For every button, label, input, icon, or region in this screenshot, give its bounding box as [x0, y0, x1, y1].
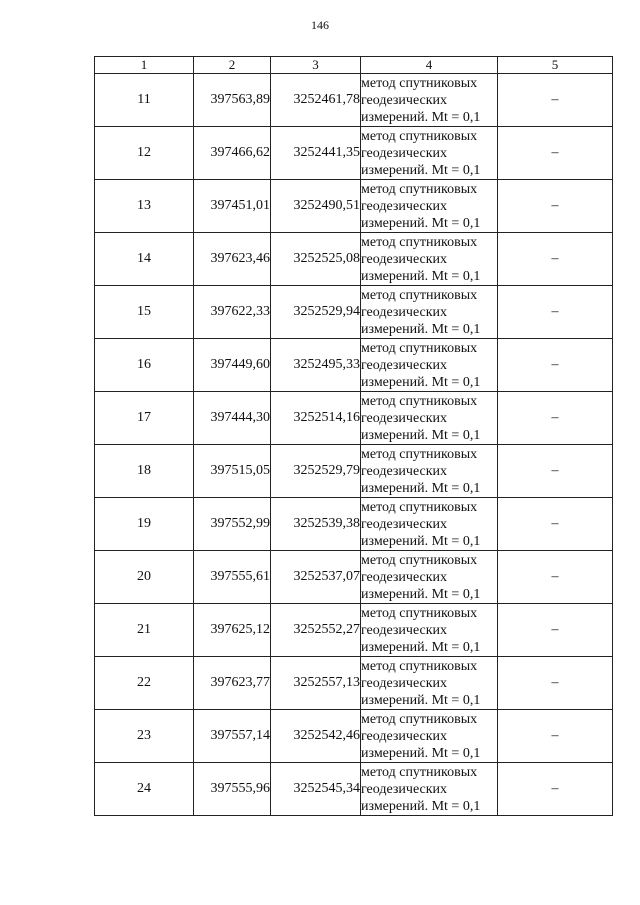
point-number-cell: 24: [95, 763, 194, 816]
table-row: [95, 74, 613, 127]
y-coordinate-cell: 3252441,35: [271, 127, 361, 180]
note-cell: –: [498, 392, 613, 445]
y-coordinate-cell: 3252552,27: [271, 604, 361, 657]
table-row: [95, 339, 613, 392]
method-line: измерений. Mt = 0,1: [361, 480, 481, 496]
table-row: [95, 286, 613, 339]
method-cell: [361, 180, 498, 233]
point-number-cell: 22: [95, 657, 194, 710]
method-line: измерений. Mt = 0,1: [361, 533, 481, 549]
method-cell: [361, 127, 498, 180]
note-cell: –: [498, 763, 613, 816]
x-coordinate-cell: 397515,05: [194, 445, 271, 498]
method-line: метод спутниковых: [361, 446, 478, 462]
method-line: геодезических: [361, 145, 448, 161]
method-cell: [361, 551, 498, 604]
table-row: [95, 233, 613, 286]
method-line: геодезических: [361, 569, 448, 585]
y-coordinate-cell: 3252545,34: [271, 763, 361, 816]
method-line: измерений. Mt = 0,1: [361, 109, 481, 125]
coordinates-table: [94, 56, 613, 816]
y-coordinate-cell: 3252537,07: [271, 551, 361, 604]
method-cell: [361, 604, 498, 657]
note-cell: –: [498, 127, 613, 180]
header-row: [95, 57, 613, 74]
method-line: измерений. Mt = 0,1: [361, 586, 481, 602]
method-line: геодезических: [361, 516, 448, 532]
y-coordinate-cell: 3252461,78: [271, 74, 361, 127]
method-line: геодезических: [361, 198, 448, 214]
method-line: измерений. Mt = 0,1: [361, 321, 481, 337]
note-cell: –: [498, 657, 613, 710]
method-line: геодезических: [361, 92, 448, 108]
method-cell: [361, 233, 498, 286]
point-number-cell: 21: [95, 604, 194, 657]
method-line: метод спутниковых: [361, 605, 478, 621]
note-cell: –: [498, 180, 613, 233]
point-number-cell: 14: [95, 233, 194, 286]
method-cell: [361, 763, 498, 816]
x-coordinate-cell: 397552,99: [194, 498, 271, 551]
method-line: измерений. Mt = 0,1: [361, 745, 481, 761]
y-coordinate-cell: 3252529,79: [271, 445, 361, 498]
y-coordinate-cell: 3252529,94: [271, 286, 361, 339]
note-cell: –: [498, 233, 613, 286]
table-row: [95, 604, 613, 657]
point-number-cell: 19: [95, 498, 194, 551]
point-number-cell: 16: [95, 339, 194, 392]
table-row: [95, 498, 613, 551]
method-line: метод спутниковых: [361, 234, 478, 250]
header-cell-2: 2: [194, 57, 271, 74]
method-line: метод спутниковых: [361, 75, 478, 91]
note-cell: –: [498, 286, 613, 339]
method-line: измерений. Mt = 0,1: [361, 162, 481, 178]
method-cell: [361, 74, 498, 127]
x-coordinate-cell: 397557,14: [194, 710, 271, 763]
point-number-cell: 23: [95, 710, 194, 763]
x-coordinate-cell: 397625,12: [194, 604, 271, 657]
x-coordinate-cell: 397444,30: [194, 392, 271, 445]
y-coordinate-cell: 3252557,13: [271, 657, 361, 710]
table-row: [95, 180, 613, 233]
table-row: [95, 445, 613, 498]
y-coordinate-cell: 3252542,46: [271, 710, 361, 763]
header-cell-3: 3: [271, 57, 361, 74]
point-number-cell: 17: [95, 392, 194, 445]
table-header: [95, 57, 613, 74]
x-coordinate-cell: 397449,60: [194, 339, 271, 392]
method-line: геодезических: [361, 357, 448, 373]
x-coordinate-cell: 397623,46: [194, 233, 271, 286]
method-cell: [361, 286, 498, 339]
method-line: метод спутниковых: [361, 393, 478, 409]
page-number: 146: [311, 18, 329, 32]
x-coordinate-cell: 397466,62: [194, 127, 271, 180]
table-row: [95, 657, 613, 710]
table-row: [95, 392, 613, 445]
x-coordinate-cell: 397622,33: [194, 286, 271, 339]
method-line: геодезических: [361, 410, 448, 426]
y-coordinate-cell: 3252495,33: [271, 339, 361, 392]
method-cell: [361, 498, 498, 551]
method-line: метод спутниковых: [361, 658, 478, 674]
method-line: геодезических: [361, 251, 448, 267]
point-number-cell: 18: [95, 445, 194, 498]
method-line: геодезических: [361, 675, 448, 691]
method-line: метод спутниковых: [361, 340, 478, 356]
table-row: [95, 710, 613, 763]
y-coordinate-cell: 3252525,08: [271, 233, 361, 286]
header-cell-1: 1: [95, 57, 194, 74]
method-line: измерений. Mt = 0,1: [361, 268, 481, 284]
method-line: измерений. Mt = 0,1: [361, 374, 481, 390]
point-number-cell: 11: [95, 74, 194, 127]
x-coordinate-cell: 397623,77: [194, 657, 271, 710]
y-coordinate-cell: 3252539,38: [271, 498, 361, 551]
method-line: метод спутниковых: [361, 287, 478, 303]
method-line: метод спутниковых: [361, 552, 478, 568]
method-line: геодезических: [361, 728, 448, 744]
method-line: метод спутниковых: [361, 764, 478, 780]
point-number-cell: 13: [95, 180, 194, 233]
note-cell: –: [498, 445, 613, 498]
x-coordinate-cell: 397563,89: [194, 74, 271, 127]
method-line: геодезических: [361, 463, 448, 479]
point-number-cell: 12: [95, 127, 194, 180]
method-line: геодезических: [361, 622, 448, 638]
method-line: метод спутниковых: [361, 181, 478, 197]
note-cell: –: [498, 551, 613, 604]
note-cell: –: [498, 74, 613, 127]
x-coordinate-cell: 397451,01: [194, 180, 271, 233]
method-line: метод спутниковых: [361, 499, 478, 515]
method-line: геодезических: [361, 781, 448, 797]
method-line: измерений. Mt = 0,1: [361, 427, 481, 443]
note-cell: –: [498, 339, 613, 392]
method-line: измерений. Mt = 0,1: [361, 692, 481, 708]
method-cell: [361, 392, 498, 445]
note-cell: –: [498, 710, 613, 763]
header-cell-4: 4: [361, 57, 498, 74]
point-number-cell: 20: [95, 551, 194, 604]
method-cell: [361, 710, 498, 763]
x-coordinate-cell: 397555,96: [194, 763, 271, 816]
table-row: [95, 127, 613, 180]
note-cell: –: [498, 604, 613, 657]
x-coordinate-cell: 397555,61: [194, 551, 271, 604]
method-line: метод спутниковых: [361, 711, 478, 727]
method-line: измерений. Mt = 0,1: [361, 798, 481, 814]
method-cell: [361, 339, 498, 392]
method-line: геодезических: [361, 304, 448, 320]
table-row: [95, 551, 613, 604]
point-number-cell: 15: [95, 286, 194, 339]
table-body: [95, 74, 613, 816]
method-line: измерений. Mt = 0,1: [361, 215, 481, 231]
method-cell: [361, 657, 498, 710]
note-cell: –: [498, 498, 613, 551]
method-cell: [361, 445, 498, 498]
method-line: метод спутниковых: [361, 128, 478, 144]
method-line: измерений. Mt = 0,1: [361, 639, 481, 655]
table-row: [95, 763, 613, 816]
y-coordinate-cell: 3252490,51: [271, 180, 361, 233]
y-coordinate-cell: 3252514,16: [271, 392, 361, 445]
header-cell-5: 5: [498, 57, 613, 74]
